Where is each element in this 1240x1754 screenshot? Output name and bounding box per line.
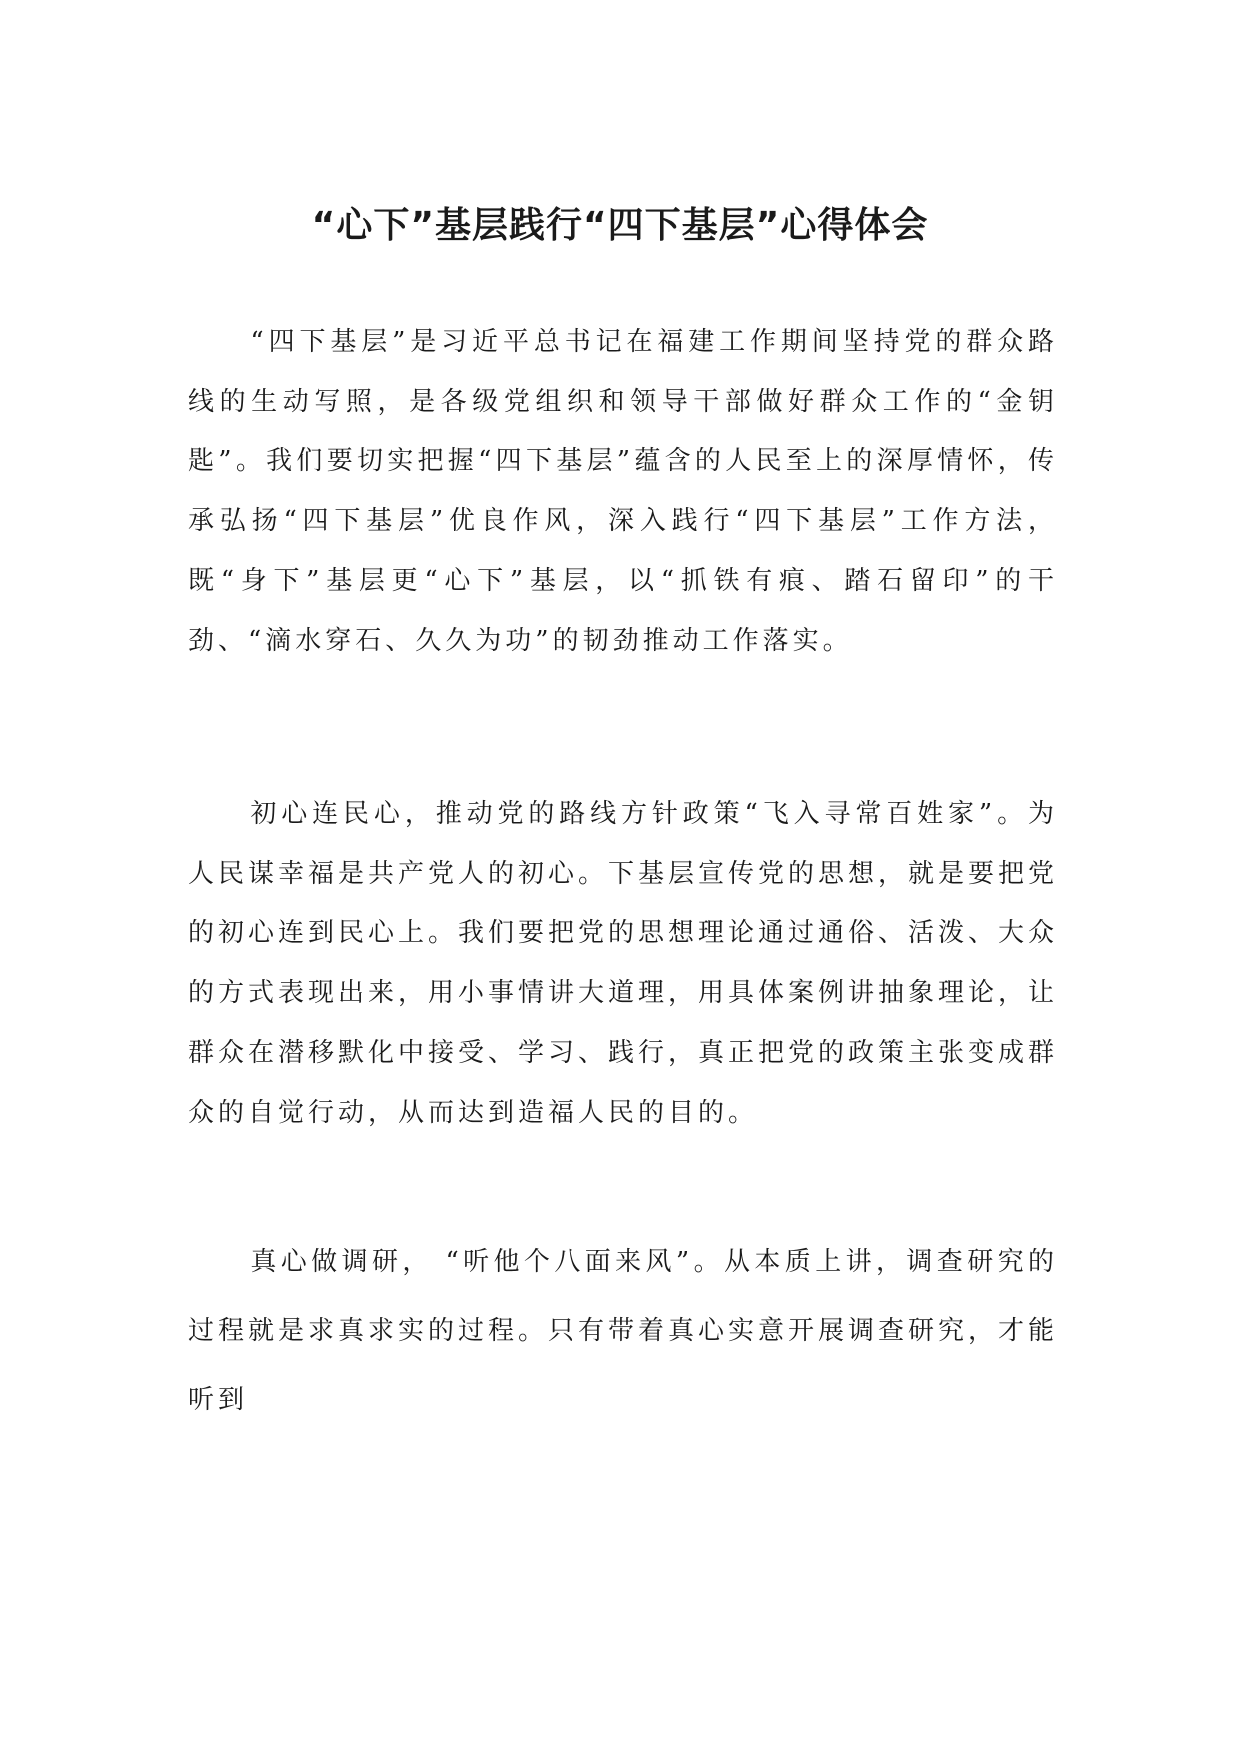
document-title: “心下”基层践行“四下基层”心得体会	[311, 205, 929, 246]
body-paragraph-3: 真心做调研， “听他个八面来风”。从本质上讲，调查研究的过程就是求真求实的过程。只有带着真心实意开展调查研究，才能听到	[188, 1247, 1059, 1415]
body-paragraph-2: 初心连民心，推动党的路线方针政策“飞入寻常百姓家”。为人民谋幸福是共产党人的初心。下基层宣传党的思想，就是要把党的初心连到民心上。我们要把党的思想理论通过通俗、活泼、大众的方式表现出来，用小事情讲大道理，用具体案例讲抽象理论，让群众在潜移默化中接受、学习、践行，真正把党的政策主张变成群众的自觉行动，从而达到造福人民的目的。	[188, 799, 1059, 1128]
body-paragraph-1: “四下基层”是习近平总书记在福建工作期间坚持党的群众路线的生动写照，是各级党组织和领导干部做好群众工作的“金钥匙”。我们要切实把握“四下基层”蕴含的人民至上的深厚情怀，传承弘扬“四下基层”优良作风，深入践行“四下基层”工作方法，既“身下”基层更“心下”基层，以“抓铁有痕、踏石留印”的干劲、“滴水穿石、久久为功”的韧劲推动工作落实。	[188, 327, 1058, 656]
